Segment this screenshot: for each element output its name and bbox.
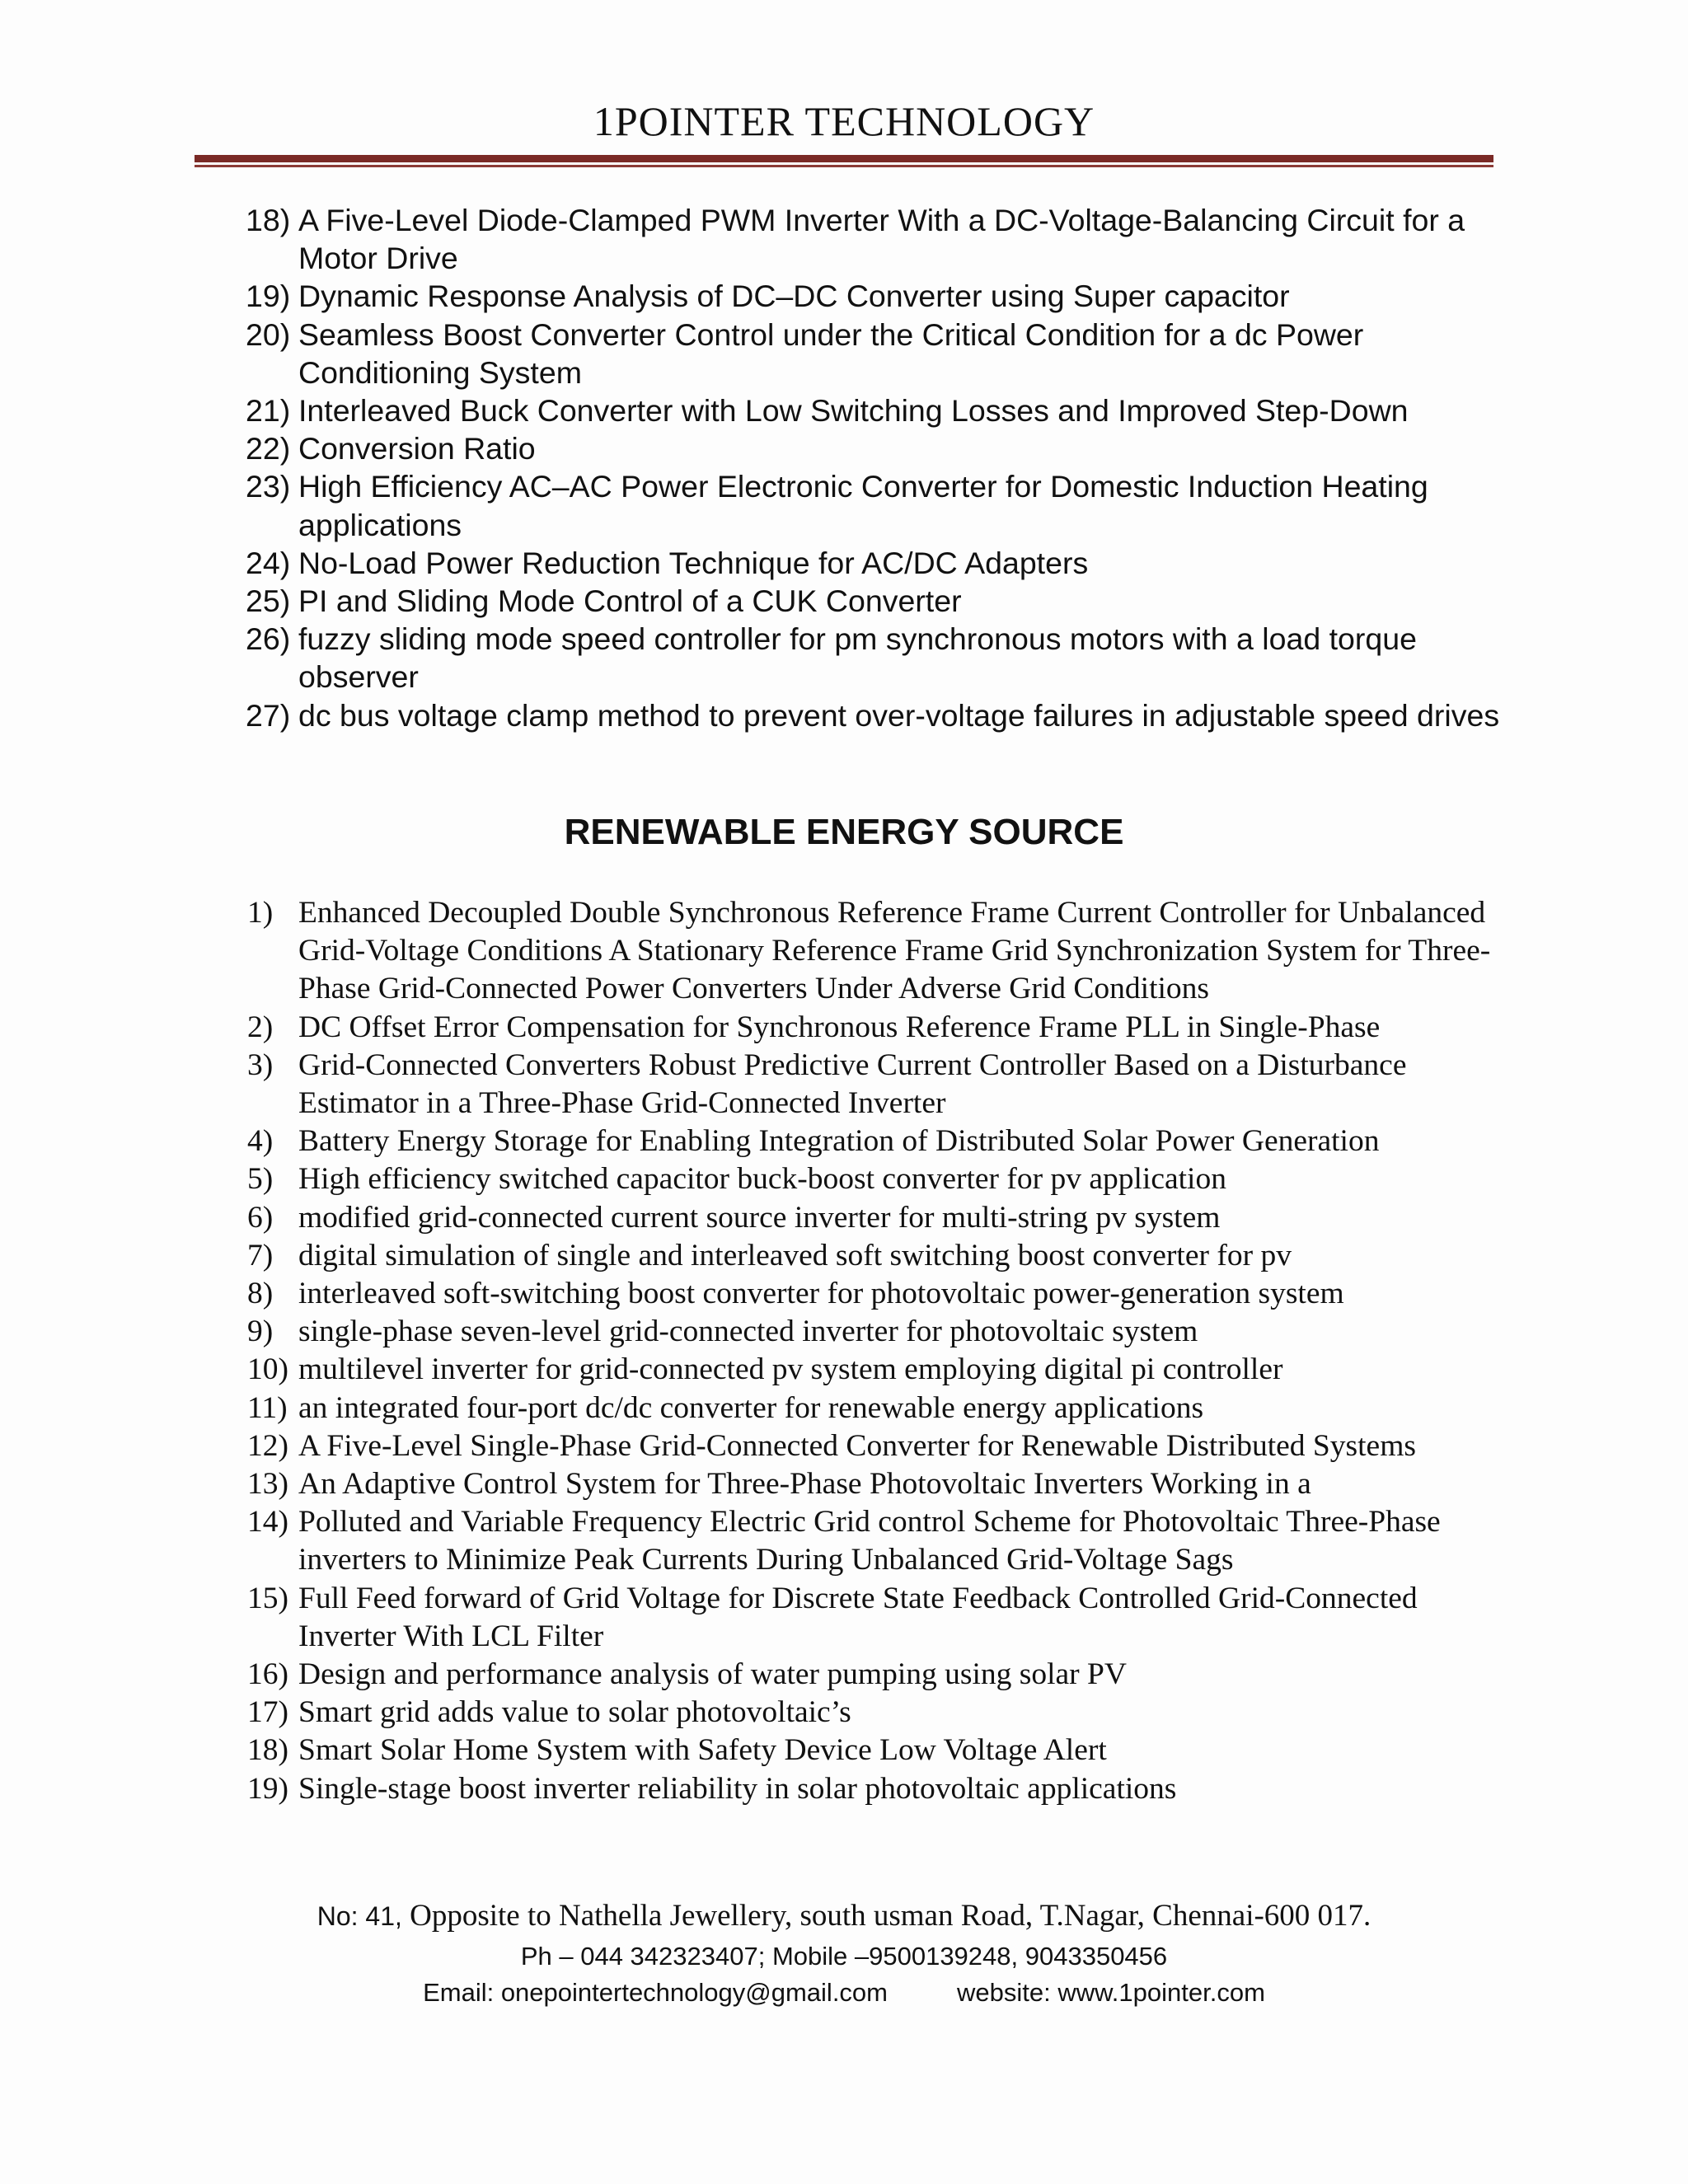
item-number: 3)	[247, 1047, 274, 1082]
list-item	[0, 1009, 1495, 1047]
item-text: dc bus voltage clamp method to prevent over-voltage failures in adjustable speed drives	[298, 697, 1500, 733]
item-number: 8)	[247, 1277, 274, 1311]
item-text: Full Feed forward of Grid Voltage for Discrete State Feedback Controlled Grid-Connected Inverter With LCL Filter	[298, 1581, 1418, 1653]
item-number: 9)	[247, 1315, 274, 1349]
item-number: 1)	[247, 896, 274, 930]
item-number: 19)	[247, 1771, 288, 1806]
item-number: 25)	[246, 583, 291, 619]
item-number: 2)	[247, 1010, 274, 1044]
item-number: 21)	[246, 393, 291, 429]
list-item	[0, 696, 1502, 734]
item-number: 6)	[247, 1200, 274, 1235]
item-text: Polluted and Variable Frequency Electric Grid control Scheme for Photovoltaic Three-Phase inverters to Minimize Peak Currents During Unbalanced Grid-Voltage Sags	[298, 1505, 1441, 1577]
list-item	[0, 1237, 1495, 1275]
item-number: 11)	[247, 1390, 288, 1425]
item-text: modified grid-connected current source inverter for multi-string pv system	[298, 1200, 1221, 1235]
power-electronics-list	[0, 201, 1502, 734]
renewable-energy-list	[0, 894, 1495, 1808]
item-number: 15)	[247, 1581, 288, 1615]
item-number: 13)	[247, 1467, 288, 1502]
item-text: single-phase seven-level grid-connected inverter for photovoltaic system	[298, 1315, 1198, 1349]
item-number: 23)	[246, 469, 291, 504]
list-item	[0, 544, 1502, 582]
list-item	[0, 1427, 1495, 1465]
list-item	[0, 1732, 1495, 1769]
list-item	[0, 1770, 1495, 1808]
header-divider	[195, 155, 1493, 162]
footer-email: Email: onepointertechnology@gmail.com	[423, 1978, 888, 2007]
item-text: A Five-Level Single-Phase Grid-Connected Converter for Renewable Distributed Systems	[298, 1428, 1416, 1463]
item-text: Smart grid adds value to solar photovoltaic’s	[298, 1695, 851, 1730]
item-text: multilevel inverter for grid-connected pv system employing digital pi controller	[298, 1352, 1283, 1387]
list-item	[0, 582, 1502, 620]
item-text: PI and Sliding Mode Control of a CUK Converter	[298, 583, 962, 619]
item-text: Design and performance analysis of water pumping using solar PV	[298, 1657, 1127, 1692]
list-item	[0, 1122, 1495, 1160]
item-text: DC Offset Error Compensation for Synchronous Reference Frame PLL in Single-Phase	[298, 1010, 1381, 1044]
item-text: Conversion Ratio	[298, 431, 536, 466]
item-text: Grid-Connected Converters Robust Predictive Current Controller Based on a Disturbance Estimator in a Three-Phase Grid-Connected Inverter	[298, 1047, 1407, 1121]
item-text: Battery Energy Storage for Enabling Integration of Distributed Solar Power Generation	[298, 1124, 1380, 1159]
item-number: 16)	[247, 1657, 288, 1692]
list-item	[0, 201, 1502, 277]
list-item	[0, 620, 1502, 696]
footer-contact	[0, 1978, 1688, 2008]
page-title: 1POINTER TECHNOLOGY	[593, 98, 1095, 144]
item-text: digital simulation of single and interleaved soft switching boost converter for pv	[298, 1238, 1292, 1272]
item-number: 14)	[247, 1505, 288, 1540]
item-text: An Adaptive Control System for Three-Phase Photovoltaic Inverters Working in a	[298, 1467, 1311, 1502]
item-text: Enhanced Decoupled Double Synchronous Reference Frame Current Controller for Unbalanced Grid-Voltage Conditions A Stationary Reference Frame Grid Synchronization System for Three-Phase Grid-Connected Power Converters Under Adverse Grid Conditions	[298, 896, 1491, 1006]
item-number: 7)	[247, 1238, 274, 1272]
list-item	[0, 316, 1502, 391]
item-number: 24)	[246, 545, 291, 580]
item-text: Single-stage boost inverter reliability in solar photovoltaic applications	[298, 1771, 1177, 1806]
list-item	[0, 277, 1502, 315]
item-text: High Efficiency AC–AC Power Electronic Converter for Domestic Induction Heating applications	[298, 469, 1428, 542]
item-text: fuzzy sliding mode speed controller for pm synchronous motors with a load torque observer	[298, 621, 1417, 695]
item-number: 4)	[247, 1124, 274, 1159]
item-text: Dynamic Response Analysis of DC–DC Converter using Super capacitor	[298, 279, 1290, 314]
item-text: interleaved soft-switching boost converter for photovoltaic power-generation system	[298, 1277, 1344, 1311]
list-item	[0, 467, 1502, 543]
item-number: 19)	[246, 279, 291, 314]
item-text: A Five-Level Diode-Clamped PWM Inverter With a DC-Voltage-Balancing Circuit for a Motor Drive	[298, 203, 1465, 276]
item-text: No-Load Power Reduction Technique for AC/DC Adapters	[298, 545, 1089, 580]
item-number: 5)	[247, 1162, 274, 1197]
list-item	[0, 1465, 1495, 1503]
item-number: 18)	[246, 203, 291, 237]
list-item	[0, 429, 1502, 467]
item-text: High efficiency switched capacitor buck-boost converter for pv application	[298, 1162, 1226, 1197]
item-number: 10)	[247, 1352, 288, 1387]
item-number: 27)	[246, 697, 291, 733]
item-number: 22)	[246, 431, 291, 466]
list-item	[0, 1047, 1495, 1122]
header-divider-thin	[195, 165, 1493, 167]
list-item	[0, 1351, 1495, 1389]
list-item	[0, 1503, 1495, 1579]
list-item	[0, 1275, 1495, 1313]
item-text: Seamless Boost Converter Control under the Critical Condition for a dc Power Conditioning System	[298, 316, 1364, 390]
item-number: 20)	[246, 316, 291, 352]
section-heading: RENEWABLE ENERGY SOURCE	[564, 812, 1124, 852]
address-text: Opposite to Nathella Jewellery, south usman Road, T.Nagar, Chennai-600 017.	[410, 1899, 1372, 1933]
item-number: 26)	[246, 621, 291, 657]
list-item	[0, 391, 1502, 429]
item-text: Interleaved Buck Converter with Low Switching Losses and Improved Step-Down	[298, 393, 1409, 429]
footer-website: website: www.1pointer.com	[957, 1978, 1265, 2007]
address-label: No: 41,	[316, 1901, 402, 1931]
list-item	[0, 1694, 1495, 1732]
list-item	[0, 1656, 1495, 1694]
item-number: 12)	[247, 1428, 288, 1463]
list-item	[0, 1160, 1495, 1198]
footer-address	[0, 1898, 1688, 1933]
list-item	[0, 1313, 1495, 1351]
item-text: Smart Solar Home System with Safety Device Low Voltage Alert	[298, 1733, 1107, 1768]
list-item	[0, 1580, 1495, 1656]
footer-phone: Ph – 044 342323407; Mobile –9500139248, 9043350456	[520, 1942, 1168, 1971]
list-item	[0, 1199, 1495, 1237]
item-text: an integrated four-port dc/dc converter for renewable energy applications	[298, 1390, 1204, 1425]
item-number: 17)	[247, 1695, 288, 1730]
list-item	[0, 1390, 1495, 1427]
list-item	[0, 894, 1495, 1009]
item-number: 18)	[247, 1733, 288, 1768]
